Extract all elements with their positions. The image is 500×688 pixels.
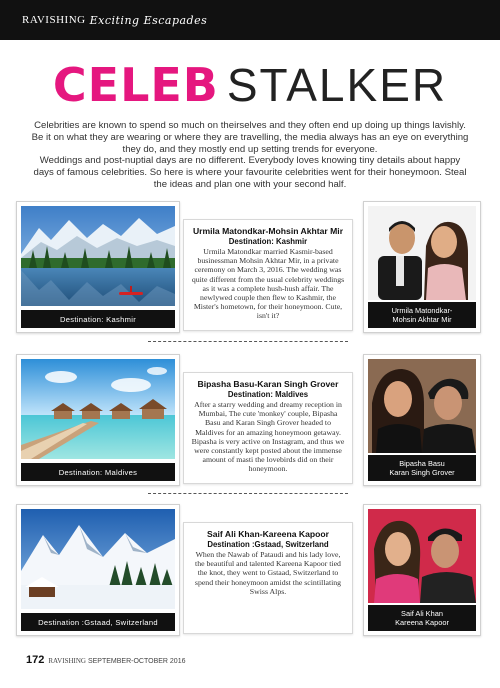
celebrity-caption-line-1: Saif Ali Khan bbox=[401, 609, 443, 618]
title-part-2: STALKER bbox=[226, 59, 448, 111]
destination-caption: Destination :Gstaad, Switzerland bbox=[21, 613, 175, 631]
celebrity-caption-line-2: Karan Singh Grover bbox=[389, 468, 455, 477]
story-destination: Destination: Maldives bbox=[227, 390, 309, 399]
celebrity-caption-line-1: Urmila Matondkar- bbox=[391, 306, 453, 315]
story-heading: Urmila Matondkar-Mohsin Akhtar Mir bbox=[192, 226, 344, 236]
bipasha-karan-image bbox=[368, 359, 476, 453]
celebrity-caption bbox=[368, 605, 476, 631]
title-part-1: CELEB bbox=[52, 58, 219, 112]
maldives-resort-image bbox=[21, 359, 175, 459]
celebrity-caption bbox=[368, 455, 476, 481]
page-footer bbox=[26, 654, 185, 666]
story-text-box bbox=[183, 522, 353, 634]
gstaad-alps-image bbox=[21, 509, 175, 609]
dashed-divider bbox=[148, 341, 348, 342]
celebrity-caption bbox=[368, 302, 476, 328]
urmila-mohsin-image bbox=[368, 206, 476, 300]
intro-paragraph-2: Weddings and post-nuptial days are no different. Everybody loves knowing tiny details about happy days of famous celebrities. So here is where your favourite celebrities went for their honeymoon. Steal the ideas and plan one with your second half. bbox=[33, 155, 467, 190]
destination-photo-frame bbox=[16, 354, 180, 486]
destination-photo-frame bbox=[16, 201, 180, 333]
story-body: Urmila Matondkar married Kasmir-based businessman Mohsin Akhtar Mir, in a private ceremony on March 3, 2016. The wedding was quite different from the usual celebrity weddings as it was a complete hush-hush affair. The newlywed couple then flew to Kashmir, the Mister's hometown, for their honeymoon. Cute, isn't it? bbox=[191, 247, 345, 321]
story-body: After a starry wedding and dreamy reception in Mumbai, The cute 'monkey' couple, Bipasha Basu and Karan Singh Grover headed to Maldives for an amazing honeymoon getaway. Bipasha is very active on Instagram, and thus we were constantly kept posted about the immense amount of masti the lovebirds did on their honeymoon. bbox=[191, 400, 345, 474]
saif-kareena-image bbox=[368, 509, 476, 603]
kashmir-landscape-image bbox=[21, 206, 175, 306]
destination-caption: Destination: Maldives bbox=[21, 463, 175, 481]
story-heading: Bipasha Basu-Karan Singh Grover bbox=[197, 379, 339, 389]
celebrity-photo-frame bbox=[363, 201, 481, 333]
intro-text bbox=[30, 120, 470, 191]
story-text-box bbox=[183, 372, 353, 484]
page-number: 172 bbox=[26, 654, 45, 666]
intro-paragraph-1: Celebrities are known to spend so much on theirselves and they often end up doing up things lavishly. Be it on what they are wearing or where they are travelling, the media always has an eye on everything they do, and they mostly end up setting trends for everyone. bbox=[31, 120, 469, 155]
story-text-box bbox=[183, 219, 353, 331]
footer-issue-date: SEPTEMBER-OCTOBER 2016 bbox=[87, 658, 186, 665]
story-body: When the Nawab of Pataudi and his lady love, the beautiful and talented Kareena Kapoor tied the knot, they went to Gstaad, Switzerland to spend their honeymoon amidst the scintillating Swiss Alps. bbox=[194, 550, 342, 596]
destination-photo-frame bbox=[16, 504, 180, 636]
page-title bbox=[0, 60, 500, 110]
dashed-divider bbox=[148, 493, 348, 494]
header-bar bbox=[0, 0, 500, 40]
celebrity-photo-frame bbox=[363, 504, 481, 636]
celebrity-caption-line-2: Kareena Kapoor bbox=[395, 618, 449, 627]
footer-magazine-name: RAVISHING bbox=[48, 657, 86, 665]
section-name: Exciting Escapades bbox=[89, 13, 208, 27]
destination-caption: Destination: Kashmir bbox=[21, 310, 175, 328]
magazine-name: RAVISHING bbox=[22, 14, 86, 26]
celebrity-photo-frame bbox=[363, 354, 481, 486]
story-heading: Saif Ali Khan-Kareena Kapoor bbox=[207, 529, 329, 539]
story-destination: Destination: Kashmir bbox=[228, 237, 308, 246]
story-destination: Destination :Gstaad, Switzerland bbox=[207, 540, 329, 549]
celebrity-caption-line-1: Bipasha Basu bbox=[399, 459, 445, 468]
celebrity-caption-line-2: Mohsin Akhtar Mir bbox=[392, 315, 452, 324]
